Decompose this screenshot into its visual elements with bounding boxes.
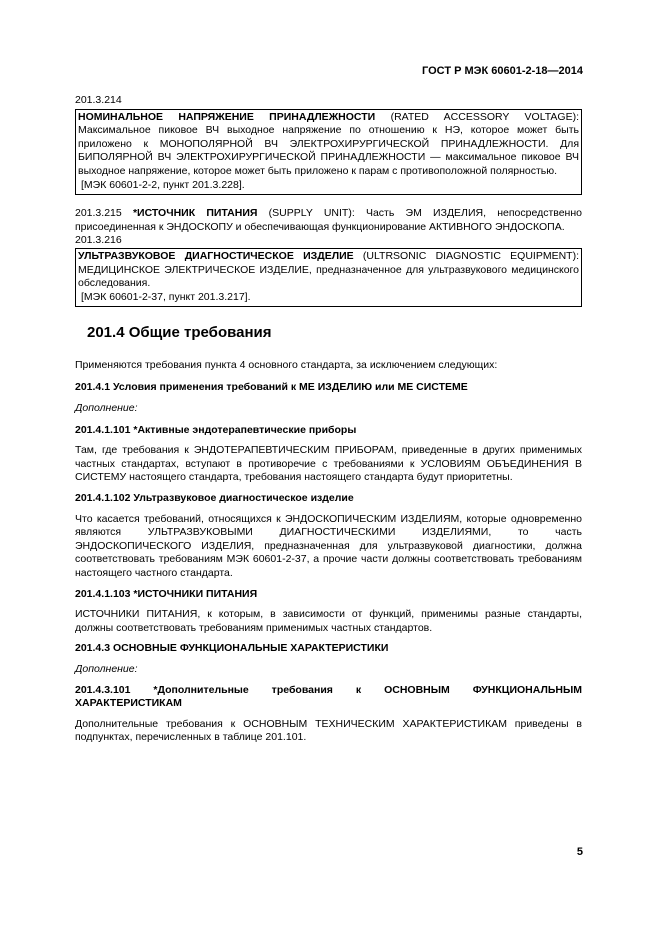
clause-4-3-101-text: Дополнительные требования к ОСНОВНЫМ ТЕХНИЧЕСКИМ ХАРАКТЕРИСТИКАМ приведены в подпунктах, перечисленных в таблице 201.101. bbox=[75, 717, 582, 744]
term-number: 201.3.216 bbox=[75, 234, 122, 247]
page-header: ГОСТ Р МЭК 60601-2-18—2014 bbox=[422, 65, 583, 77]
term-box-ultrasonic-equipment bbox=[75, 248, 582, 307]
clause-4-3-heading: 201.4.3 ОСНОВНЫЕ ФУНКЦИОНАЛЬНЫЕ ХАРАКТЕРИСТИКИ bbox=[75, 642, 389, 655]
section-title: 201.4 Общие требования bbox=[87, 324, 272, 342]
clause-4-3-101-heading-line1: 201.4.3.101 *Дополнительные требования к ОСНОВНЫМ ФУНКЦИОНАЛЬНЫМ bbox=[75, 683, 582, 696]
page-number: 5 bbox=[576, 846, 583, 858]
term-text: (SUPPLY UNIT): Часть ЭМ ИЗДЕЛИЯ, непосредственно присоединенная к ЭНДОСКОПУ и обеспечивающая функционирование АКТИВНОГО ЭНДОСКОПА. bbox=[75, 207, 582, 233]
clause-4-1-102-text: Что касается требований, относящихся к ЭНДОСКОПИЧЕСКИМ ИЗДЕЛИЯМ, которые одновременно являются УЛЬТРАЗВУКОВЫМИ ДИАГНОСТИЧЕСКИМИ ИЗДЕЛИЯМИ, то часть ЭНДОСКОПИЧЕСКОГО ИЗДЕЛИЯ, предназначенная для ультразвуковой диагностики, должна соответствовать требованиям МЭК 60601-2-37, а прочие части должны соответствовать требованиям настоящего частного стандарта. bbox=[75, 512, 582, 580]
term-source: [МЭК 60601-2-2, пункт 201.3.228]. bbox=[81, 178, 245, 191]
clause-4-1-103-heading: 201.4.1.103 *ИСТОЧНИКИ ПИТАНИЯ bbox=[75, 587, 258, 600]
clause-4-1-heading: 201.4.1 Условия применения требований к МЕ ИЗДЕЛИЮ или МЕ СИСТЕМЕ bbox=[75, 380, 468, 393]
clause-4-1-103-text: ИСТОЧНИКИ ПИТАНИЯ, к которым, в зависимости от функций, применимы разные стандарты, должны соответствовать требованиям применимых частных стандартов. bbox=[75, 608, 582, 634]
term-text: (RATED ACCESSORY VOLTAGE): Максимальное пиковое ВЧ выходное напряжение по отношению к НЭ, которое может быть приложено к МОНОПОЛЯРНОЙ ВЧ ЭЛЕКТРОХИРУРГИЧЕСКОЙ ПРИНАДЛЕЖНОСТИ. Для БИПОЛЯРНОЙ ВЧ ЭЛЕКТРОХИРУРГИЧЕСКОЙ ПРИНАДЛЕЖНОСТИ — максимальное пиковое ВЧ выходное напряжение, которое может быть приложено к парам с противоположной полярностью. bbox=[78, 110, 579, 177]
addition-label: Дополнение: bbox=[75, 402, 138, 415]
term-number: 201.3.214 bbox=[75, 94, 122, 106]
term-text: (ULTRSONIC DIAGNOSTIC EQUIPMENT): МЕДИЦИНСКОЕ ЭЛЕКТРИЧЕСКОЕ ИЗДЕЛИЕ, предназначенное для ультразвукового медицинского обследования. bbox=[78, 249, 580, 290]
term-definition bbox=[78, 111, 579, 179]
clause-4-1-102-heading: 201.4.1.102 Ультразвуковое диагностическое изделие bbox=[75, 492, 354, 505]
clause-4-3-101-heading-line2: ХАРАКТЕРИСТИКАМ bbox=[75, 697, 182, 710]
section-intro: Применяются требования пункта 4 основного стандарта, за исключением следующих: bbox=[75, 358, 498, 371]
term-source: [МЭК 60601-2-37, пункт 201.3.217]. bbox=[81, 290, 251, 303]
clause-4-1-101-heading: 201.4.1.101 *Активные эндотерапевтические приборы bbox=[75, 423, 357, 436]
term-box-rated-accessory-voltage bbox=[75, 109, 582, 196]
term-title: НОМИНАЛЬНОЕ НАПРЯЖЕНИЕ ПРИНАДЛЕЖНОСТИ bbox=[78, 110, 376, 123]
term-title: УЛЬТРАЗВУКОВОЕ ДИАГНОСТИЧЕСКОЕ ИЗДЕЛИЕ bbox=[78, 249, 354, 262]
term-number: 201.3.215 bbox=[75, 207, 122, 220]
addition-label: Дополнение: bbox=[75, 663, 138, 675]
page-content bbox=[75, 94, 582, 745]
clause-4-1-101-text: Там, где требования к ЭНДОТЕРАПЕВТИЧЕСКИМ ПРИБОРАМ, приведенные в других применимых частных стандартах, вступают в противоречие с требованиями к УСЛОВИЯМ ОБЪЕДИНЕНИЯ В СИСТЕМУ настоящего стандарта, требования настоящего стандарта будут приоритетны. bbox=[75, 444, 582, 484]
term-definition bbox=[78, 250, 579, 291]
term-supply-unit bbox=[75, 207, 582, 234]
term-title: *ИСТОЧНИК ПИТАНИЯ bbox=[132, 207, 258, 220]
